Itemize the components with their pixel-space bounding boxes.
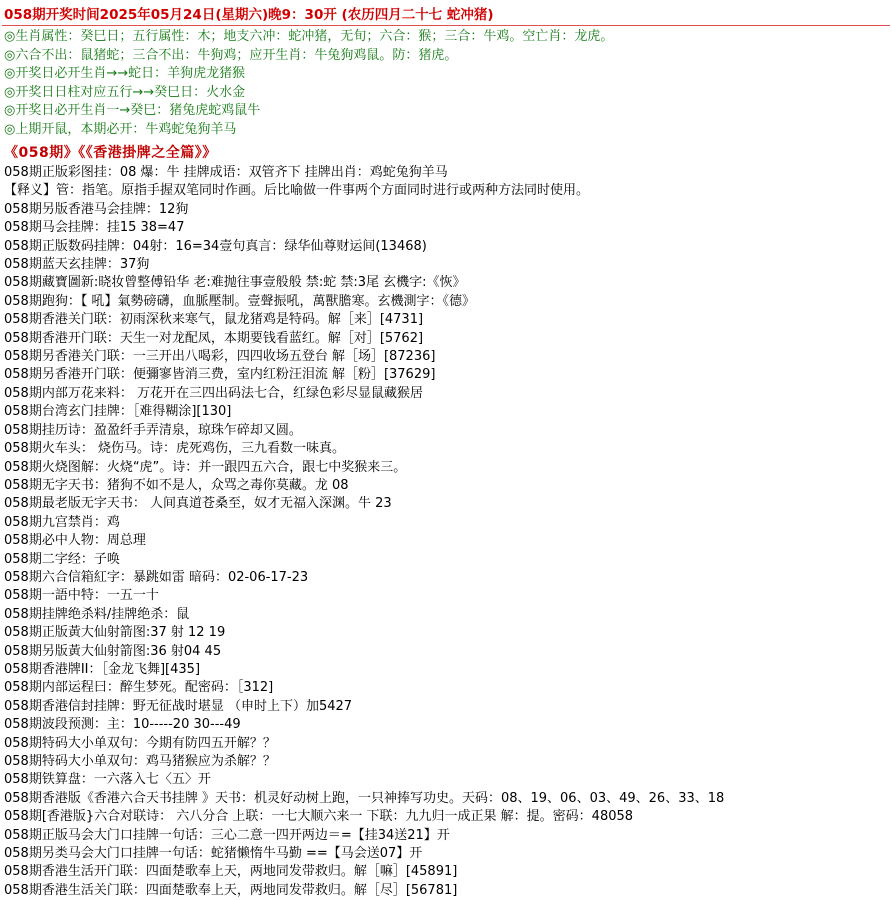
content-line: 058期另版黃大仙射箭图:36 射04 45 [4, 643, 222, 659]
content-line: 058期正版马会大门口挂牌一句话：三心二意一四开两边＝=【挂34送21】开 [4, 827, 450, 843]
zodiac-line: ◎生肖属性：癸巳日；五行属性：木；地支六冲：蛇冲猪，无旬；六合：猴；三合：牛鸡。空亡肖：龙虎。 [4, 29, 614, 44]
content-line: 058期一語中特：一五一十 [4, 588, 159, 604]
content-line: 058期二字经：子唤 [4, 551, 120, 567]
content-line: 058期藏寶圖新:晓妆曾整傅铅华 老:难抛往事壹般般 禁:蛇 禁:3尾 玄機字:《恢》 [4, 275, 466, 291]
content-line: 058期内部万花来料： 万花开在三四出码法七合，红绿色彩尽显鼠藏猴居 [4, 385, 423, 401]
content-line: 058期特码大小单双句：鸡马猪猴应为杀解？？ [4, 754, 276, 769]
zodiac-info-block [0, 28, 892, 139]
zodiac-line: ◎开奖日必开生肖→→蛇日：羊狗虎龙猪猴 [4, 66, 246, 81]
content-line: 058期必中人物：周总理 [4, 533, 146, 549]
content-line: 058期无字天书：猪狗不如不是人，众骂之毒你莫藏。龙 08 [4, 477, 349, 493]
content-line: 058期[香港版}六合对联诗： 六八分合 上联：一七大顺六来一 下联：九九归一成正果 解：提。密码：48058 [4, 809, 634, 825]
content-line: 058期另版香港马会挂牌：12狗 [4, 201, 189, 217]
content-line: 058期蓝天玄挂牌：37狗 [4, 257, 150, 273]
zodiac-line: ◎六合不出：鼠猪蛇；三合不出：牛狗鸡；应开生肖：牛兔狗鸡鼠。防：猪虎。 [4, 47, 458, 63]
content-line: 058期台湾玄门挂牌：［难得糊涂][130] [4, 404, 232, 420]
content-line: 【释义】管：指笔。原指手握双笔同时作画。后比喻做一件事两个方面同时进行或两种方法同时使用。 [4, 183, 590, 199]
content-line: 058期六合信箱紅字：暴跳如雷 暗码：02-06-17-23 [4, 569, 309, 585]
content-line: 058期另香港开门联：便彌寥皆消三费，室内红粉汪泪流 解［粉］[37629] [4, 367, 436, 383]
content-line: 058期马会挂牌：挂15 38=47 [4, 220, 185, 236]
content-line: 058期铁算盘：一六落入七〈五〉开 [4, 772, 211, 788]
content-line: 058期火车头： 烧伤马。诗：虎死鸡伤，三九看数一味真。 [4, 441, 345, 457]
content-line: 058期香港生活关门联：四面楚歌奉上天，两地同发带救归。解［尽］[56781] [4, 882, 458, 898]
content-list [0, 164, 892, 900]
content-line: 058期特码大小单双句：今期有防四五开解？？ [4, 735, 276, 751]
content-line: 058期香港信封挂牌：野无征战时堪显 （申时上下）加5427 [4, 698, 353, 714]
content-line: 058期香港牌II：［金龙飞舞][435] [4, 661, 201, 677]
content-line: 058期正版黃大仙射箭图:37 射 12 19 [4, 625, 226, 641]
content-line: 058期挂历诗：盈盈纤手弄清泉，琼珠乍碎却又圆。 [4, 422, 302, 438]
zodiac-line: ◎上期开鼠，本期必开：牛鸡蛇兔狗羊马 [4, 121, 237, 137]
content-line: 058期内部运程曰：醉生梦死。配密码：［312] [4, 680, 274, 696]
zodiac-line: ◎开奖日必开生肖一→癸巳：猪兔虎蛇鸡鼠牛 [4, 103, 261, 118]
content-line: 058期正版彩图挂：08 爆：牛 挂牌成语：双管齐下 挂牌出肖：鸡蛇兔狗羊马 [4, 165, 448, 180]
content-line: 058期另类马会大门口挂牌一句话：蛇猪懒惰牛马勤 ==【马会送07】开 [4, 846, 423, 862]
content-line: 058期火烧图解：火烧“虎”。诗：并一跟四五六合，跟七中奖猴来三。 [4, 459, 407, 475]
content-line: 058期九宫禁肖：鸡 [4, 514, 120, 530]
content-line: 058期跑狗：【 吼】氣勢磅礴，血脈壓制。壹聲振吼，萬獸膽寒。玄機測字：《德》 [4, 293, 475, 309]
content-line: 058期香港关门联：初雨深秋来寒气，鼠龙猪鸡是特码。解［来］[4731] [4, 312, 424, 328]
content-line: 058期香港生活开门联：四面楚歌奉上天，两地同发带救归。解［嘛］[45891] [4, 864, 458, 880]
zodiac-line: ◎开奖日日柱对应五行→→癸巳日：火水金 [4, 84, 246, 100]
content-line: 058期挂牌绝杀料/挂牌绝杀：鼠 [4, 606, 190, 622]
header-divider [2, 25, 890, 26]
draw-time-header: 058期开奖时间2025年05月24日(星期六)晚9：30开 (农历四月二十七 蛇冲猪) [4, 7, 494, 23]
content-line: 058期正版数码挂牌：04射：16=34壹句真言：绿华仙尊财运间(13468) [4, 238, 427, 254]
content-line: 058期波段预测：主：10-----20 30---49 [4, 717, 241, 733]
content-line: 058期最老版无字天书： 人间真道苍桑至，奴才无福入深渊。牛 23 [4, 496, 392, 512]
content-line: 058期香港开门联：天生一对龙配凤，本期要钱看蓝红。解［对］[5762] [4, 330, 424, 346]
content-line: 058期另香港关门联：一三开出八喝彩，四四收场五登台 解［场］[87236] [4, 349, 436, 365]
content-line: 058期香港版《香港六合天书挂牌 》天书：机灵好动树上跑，一只神捧写功史。天码：08、19、06、03、49、26、33、18 [4, 790, 725, 806]
section-title: 《058期》《《香港掛牌之全篇》》 [4, 145, 217, 161]
